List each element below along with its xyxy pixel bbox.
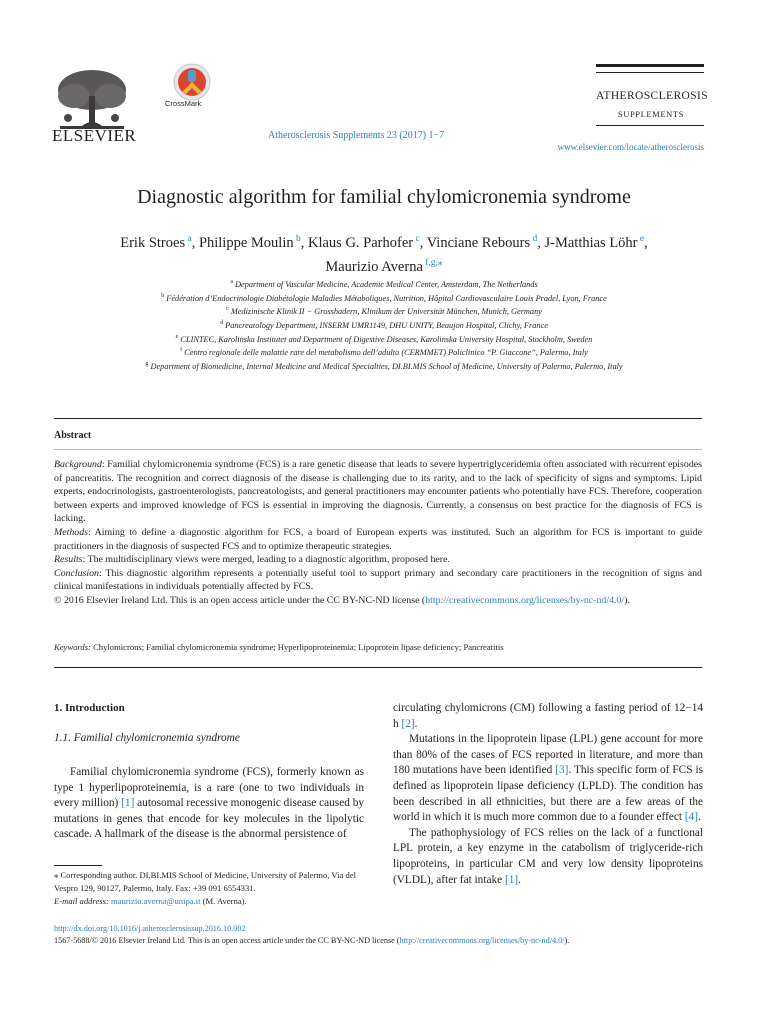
footnote-rule [54, 865, 102, 866]
conclusion-text: : This diagnostic algorithm represents a potentially useful tool to support primary and secondary care practitioners in the recognition of signs and clinical manifestations in individuals potentially affected by FCS. [54, 567, 702, 593]
journal-citation-link[interactable]: Atherosclerosis Supplements 23 (2017) 1−7 [268, 130, 445, 141]
ref-1-link[interactable]: [1] [121, 797, 135, 810]
author-name[interactable]: Maurizio Averna [325, 258, 423, 275]
affiliation-line [50, 345, 718, 359]
affiliation-line [50, 359, 718, 373]
author-affiliation-sup[interactable]: c [413, 234, 420, 244]
brand-rule-bottom [596, 125, 704, 126]
footnote-text: Corresponding author. DI.BI.MIS School of Medicine, University of Palermo, Via del Vespro 129, 90127, Palermo, Italy. Fax: +39 091 6554331. [54, 870, 356, 893]
abstract-top-rule [54, 418, 702, 419]
affiliation-line [50, 318, 718, 332]
affiliation-line [50, 332, 718, 346]
keywords [54, 642, 702, 652]
right-paragraph-1 [393, 701, 703, 732]
abstract-license [54, 594, 702, 608]
subsection-heading: 1.1. Familial chylomicronemia syndrome [54, 732, 240, 744]
license-end: ). [624, 594, 630, 606]
author-name[interactable]: Philippe Moulin [198, 234, 294, 251]
footer-license-prefix: 1567-5688/© 2016 Elsevier Ireland Ltd. This is an open access article under the CC BY-NC-ND license ( [54, 936, 400, 945]
right-p3-text-a: The pathophysiology of FCS relies on the lack of a functional LPL protein, a key enzyme in the catabolism of triglyceride-rich lipoproteins, in particular CM and very low density lipoproteins (VLDL), after fat intake [393, 826, 703, 886]
right-paragraph-2 [393, 732, 703, 826]
journal-url-link[interactable]: www.elsevier.com/locate/atherosclerosis [557, 142, 704, 152]
affiliation-sup: e [175, 333, 179, 340]
ref-4-link[interactable]: [4] [684, 811, 699, 824]
abstract-conclusion [54, 567, 702, 594]
right-p2-text-b: . This specific form of FCS is defined as lipoprotein lipase deficiency (LPLD). The condition has been described in all ethnicities, but there are a few areas of the world in which it is much more common due to a founder effect [393, 764, 703, 824]
email-label: E-mail address: [54, 895, 109, 906]
background-label: Background [54, 459, 102, 470]
keywords-text: Chylomicrons; Familial chylomicronemia syndrome; Hyperlipoproteinemia; Lipoprotein lipase deficiency; Pancreatitis [90, 642, 504, 652]
author-affiliation-sup[interactable]: f,g,⁎ [422, 257, 443, 268]
affiliation-text: Medizinische Klinik II − Grosshadern, Klinikum der Universität München, Munich, Germany [228, 307, 542, 317]
methods-label: Methods [54, 526, 89, 538]
author-separator: , [191, 234, 199, 251]
affiliation-line [50, 304, 718, 318]
author-affiliation-sup[interactable]: b [293, 234, 301, 244]
footer-license-link[interactable]: http://creativecommons.org/licenses/by-nc-nd/4.0/ [399, 936, 565, 945]
affiliation-sup: b [161, 292, 165, 299]
author-separator: , [419, 234, 427, 251]
affiliation-sup: a [230, 279, 233, 285]
author-name[interactable]: Erik Stroes [120, 234, 186, 251]
affiliation-sup: d [220, 320, 224, 327]
publisher-wordmark: ELSEVIER [52, 126, 137, 145]
brand-rule-thin [596, 72, 704, 73]
right-p2-text-c: . [698, 811, 701, 824]
abstract-bottom-rule [54, 667, 702, 668]
affiliation-sup: g [145, 361, 149, 368]
background-text: : Familial chylomicronemia syndrome (FCS) is a rare genetic disease that leads to severe hypertriglyceridemia often associated with recurrent episodes of pancreatitis. The recognition and correct diagnosis of the disease is challenging due to its rarity, and to the lack of specificity of signs and symptoms. Lipid experts, endocrinologists, gastroenterologists, pancreatologists, and general practitioners may encounter patients who potentially have FCS. Therefore, cooperation between experts and improved knowledge of FCS is essential in improving the diagnosis. Currently, a consensus on best practice for the diagnosis of FCS is lacking. [54, 459, 702, 525]
footer-license [54, 935, 714, 947]
affiliation-list [50, 277, 718, 373]
ref-2-link[interactable]: [2] [401, 717, 415, 730]
abstract-heading: Abstract [54, 430, 92, 441]
brand-rule-thick [596, 64, 704, 67]
affiliation-line [50, 277, 718, 291]
affiliation-sup: f [180, 347, 183, 354]
author-name[interactable]: J-Matthias Löhr [544, 234, 638, 251]
affiliation-text: Centro regionale delle malattie rare del metabolismo dell’adulto (CERMMET) Policlinico “P. Giaccone”, Palermo, Italy [182, 348, 588, 358]
page-footer [54, 923, 714, 947]
author-separator: , [537, 234, 545, 251]
affiliation-sup: c [226, 306, 229, 313]
footnote-marker: ⁎ [54, 870, 59, 880]
author-list [50, 229, 718, 277]
author-separator: , [644, 234, 648, 251]
author-name[interactable]: Klaus G. Parhofer [307, 234, 414, 251]
affiliation-text: Department of Vascular Medicine, Academic Medical Center, Amsterdam, The Netherlands [232, 279, 538, 289]
ref-1b-link[interactable]: [1] [504, 873, 519, 886]
email-suffix: (M. Averna). [200, 895, 247, 906]
left-text-a: Familial chylomicronemia syndrome (FCS), formerly known as type 1 hyperlipoproteinemia, is a rare (one to two individuals in every million) [54, 766, 364, 810]
abstract-results [54, 553, 702, 567]
section-heading: 1. Introduction [54, 702, 125, 714]
left-paragraph [54, 765, 364, 843]
license-text: © 2016 Elsevier Ireland Ltd. This is an open access article under the CC BY-NC-ND license ( [54, 594, 426, 606]
left-text-b: autosomal recessive monogenic disease caused by mutations in genes that encode for key molecules in the lipolytic cascade. A hallmark of the disease is the abnormal persistence of [54, 797, 364, 841]
right-p2-text-a: Mutations in the lipoprotein lipase (LPL) gene account for more than 80% of the cases of FCS reported in literature, and more than 180 mutations have been identified [393, 733, 703, 777]
methods-text: : Aiming to define a diagnostic algorithm for FCS, a board of European experts was instituted. Such an algorithm for FCS is important to guide practitioners in the diagnosis of suspected FCS and to optimize therapeutic strategies. [54, 526, 702, 552]
affiliation-text: CLINTEC, Karolinska Institutet and Department of Digestive Diseases, Karolinska University Hospital, Stockholm, Sweden [178, 334, 593, 344]
affiliation-line [50, 291, 718, 305]
footer-license-suffix: ). [564, 936, 570, 945]
affiliation-text: Pancreatology Department, INSERM UMR1149, DHU UNITY, Beaujon Hospital, Clichy, France [223, 320, 548, 330]
conclusion-label: Conclusion [54, 567, 99, 579]
results-text: : The multidisciplinary views were merged, leading to a diagnostic algorithm, proposed here. [82, 554, 450, 566]
author-affiliation-sup[interactable]: e [637, 234, 645, 244]
doi-link[interactable]: http://dx.doi.org/10.1016/j.atherosclerosissup.2016.10.002 [54, 924, 246, 933]
crossmark-label: CrossMark [165, 99, 202, 108]
author-name[interactable]: Vinciane Rebours [426, 234, 531, 251]
abstract-body [54, 458, 702, 608]
right-paragraph-3 [393, 826, 703, 888]
abstract-methods [54, 526, 702, 553]
article-title: Diagnostic algorithm for familial chylomicronemia syndrome [137, 186, 631, 208]
abstract-background [54, 458, 702, 526]
email-link[interactable]: maurizio.averna@unipa.it [110, 895, 201, 906]
right-p1-text-b: . [414, 717, 418, 730]
left-column [54, 765, 364, 843]
corresponding-author-footnote [54, 869, 364, 907]
author-affiliation-sup[interactable]: d [530, 234, 538, 244]
affiliation-text: Department of Biomedicine, Internal Medicine and Medical Specialties, DI.BI.MIS School of Medicine, University of Palermo, Palermo, Italy [148, 361, 623, 371]
license-link[interactable]: http://creativecommons.org/licenses/by-nc-nd/4.0/ [425, 594, 625, 606]
right-p1-text-a: circulating chylomicrons (CM) following a fasting period of 12−14 h [393, 702, 703, 730]
journal-brand-sub: SUPPLEMENTS [617, 109, 684, 119]
journal-brand-name: ATHEROSCLEROSIS [596, 90, 709, 102]
results-label: Results [54, 554, 83, 566]
author-separator: , [300, 234, 308, 251]
right-column [393, 701, 703, 888]
author-affiliation-sup[interactable]: a [185, 234, 192, 244]
affiliation-text: Fédération d’Endocrinologie Diabétologie Maladies Métaboliques, Nutrition, Hôpital Cardiovasculaire Louis Pradel, Lyon, France [164, 293, 607, 303]
right-p3-text-b: . [518, 873, 521, 886]
keywords-label: Keywords: [54, 642, 91, 652]
ref-3-link[interactable]: [3] [555, 764, 569, 777]
abstract-inner-rule [54, 449, 702, 450]
